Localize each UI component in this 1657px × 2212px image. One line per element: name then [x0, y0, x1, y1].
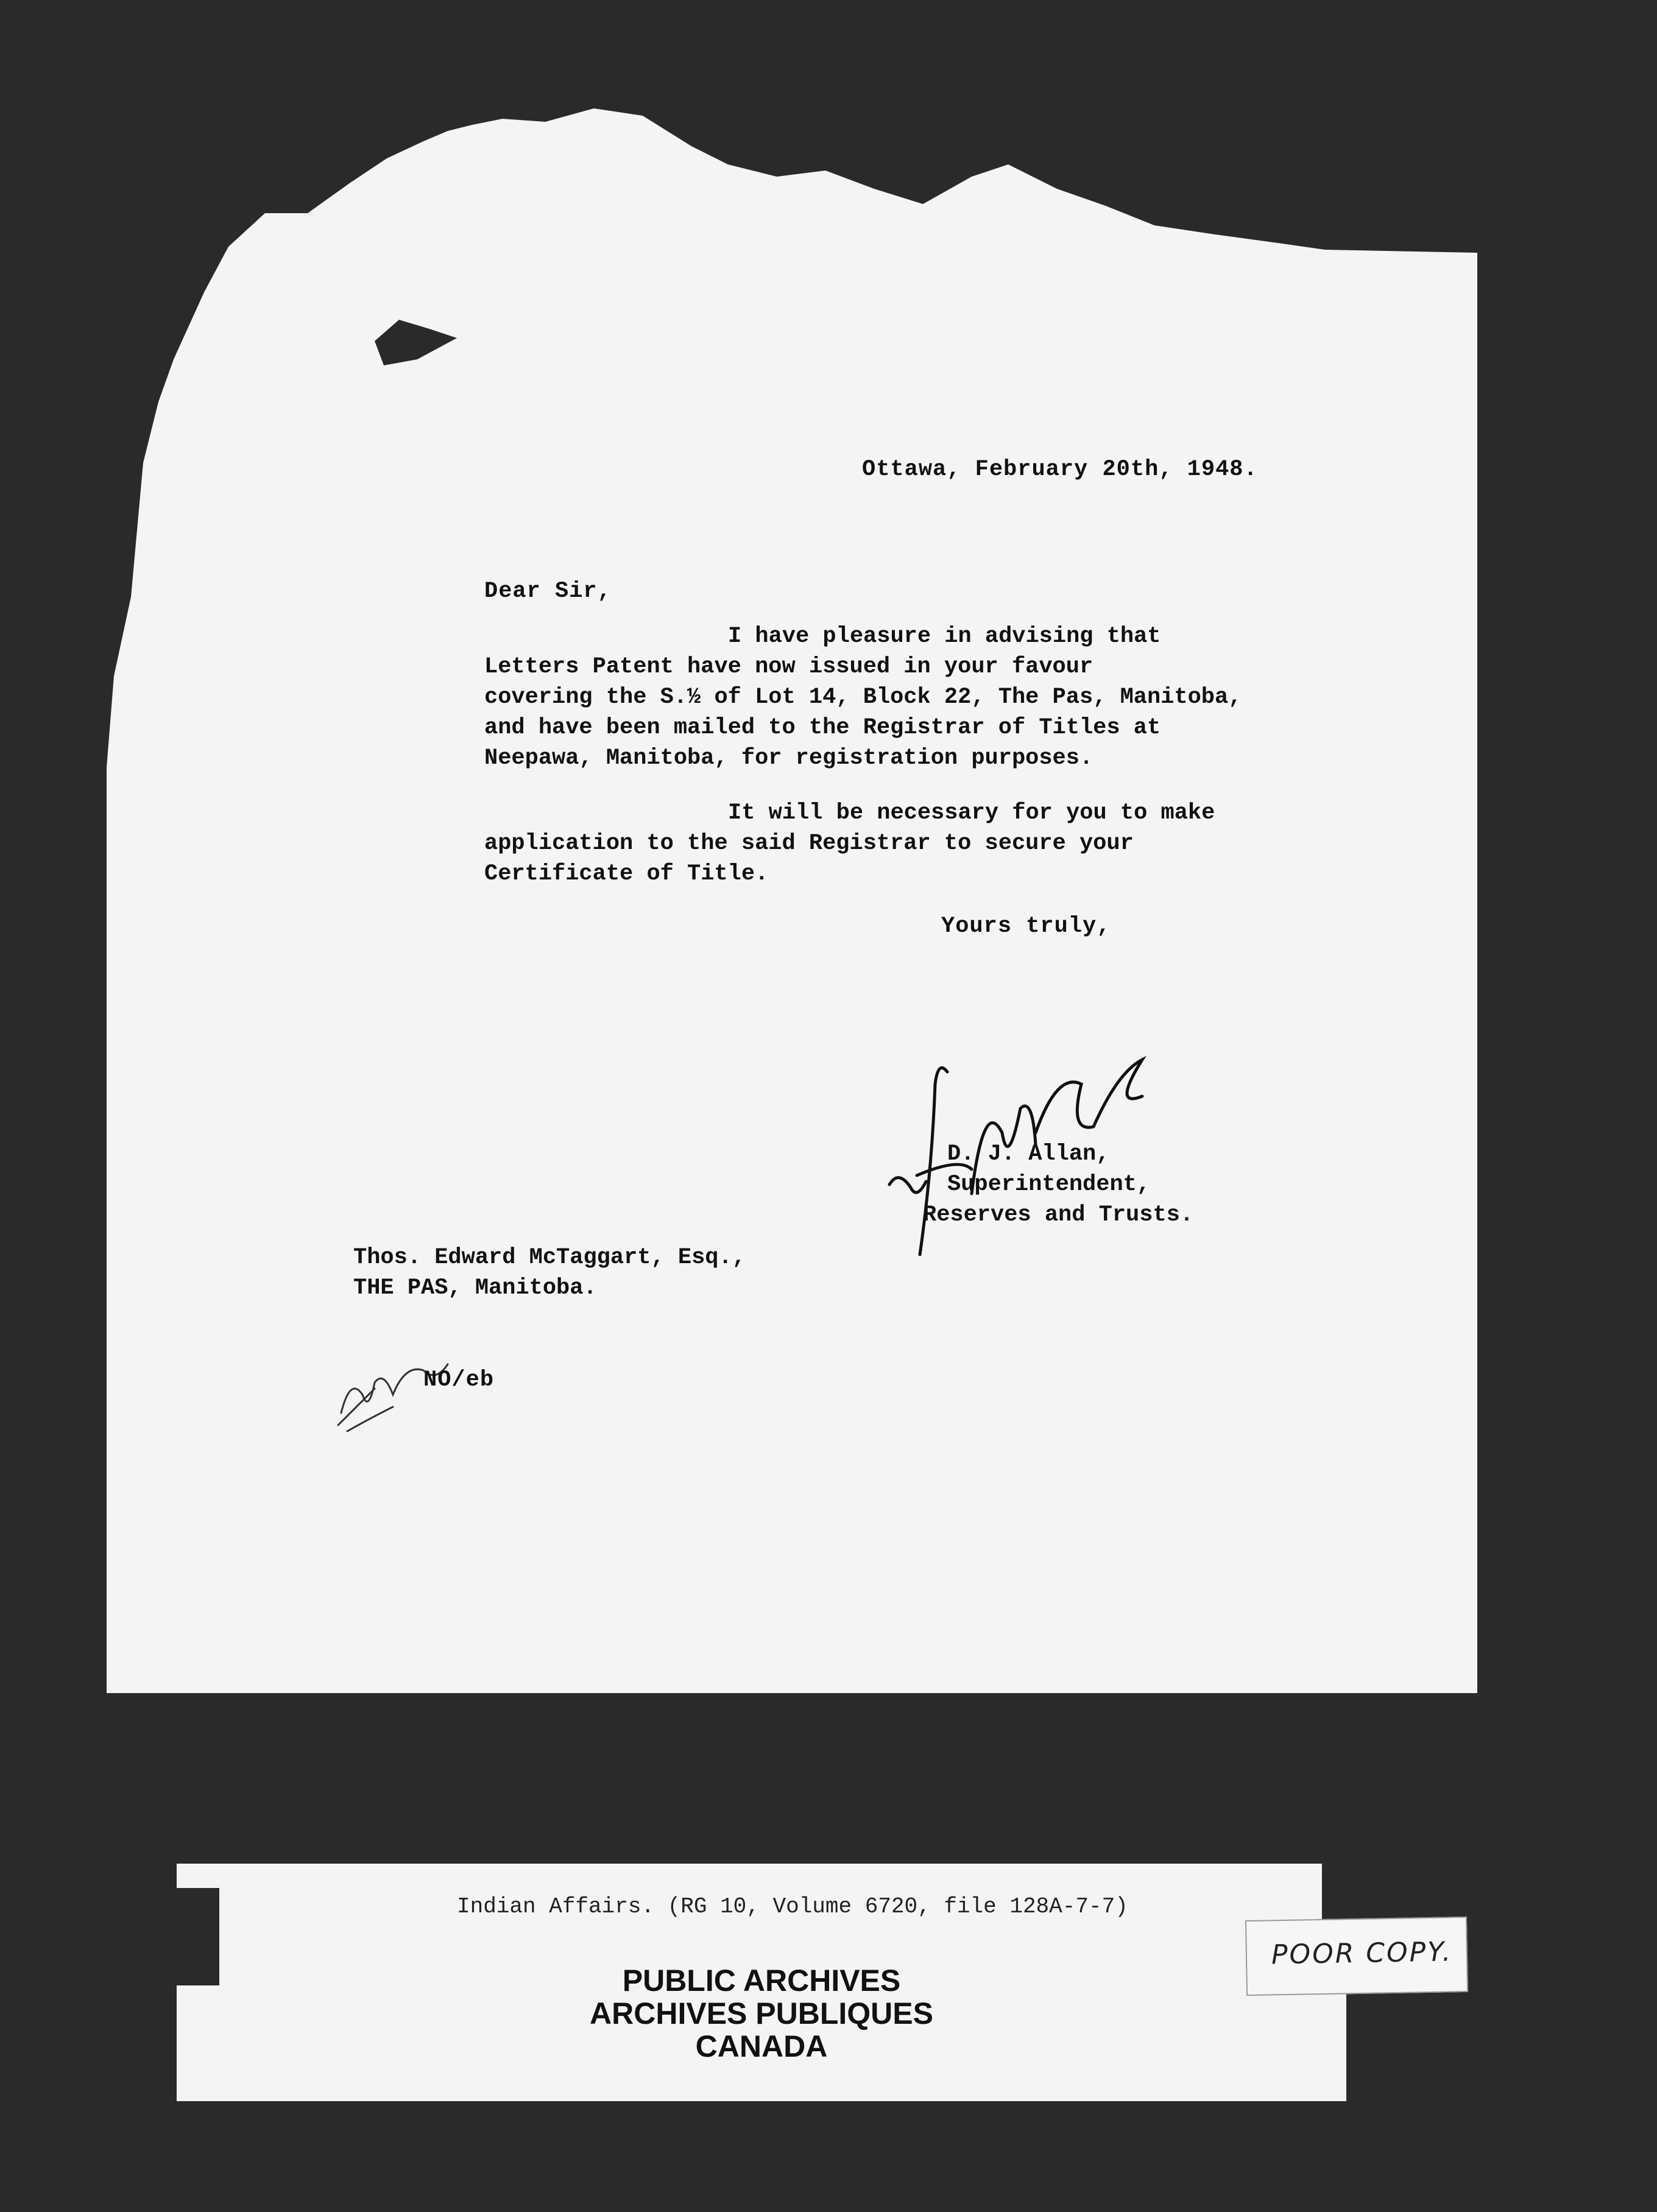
- signature-block: [923, 1139, 1193, 1230]
- paragraph-2-line: Certificate of Title.: [484, 861, 769, 887]
- signatory-division: Reserves and Trusts.: [923, 1202, 1194, 1228]
- paragraph-1-line: Neepawa, Manitoba, for registration purposes.: [484, 745, 1093, 771]
- paragraph-2-line: It will be necessary for you to make: [728, 800, 1215, 826]
- torn-paper-shape: [107, 97, 1477, 1693]
- addressee-name: Thos. Edward McTaggart, Esq.,: [353, 1245, 746, 1270]
- archive-line-1: PUBLIC ARCHIVES: [622, 1964, 901, 1998]
- poor-copy-tag: [1245, 1917, 1468, 1996]
- archive-line-2: ARCHIVES PUBLIQUES: [590, 1996, 933, 2031]
- paragraph-1-line: I have pleasure in advising that: [728, 624, 1161, 649]
- poor-copy-text: POOR COPY.: [1271, 1936, 1453, 1971]
- signatory-name: D. J. Allan,: [947, 1141, 1110, 1167]
- letter-sheet: [107, 97, 1477, 1693]
- archive-reference: Indian Affairs. (RG 10, Volume 6720, file 128A-7-7): [457, 1894, 1128, 1919]
- dateline: Ottawa, February 20th, 1948.: [862, 457, 1258, 482]
- addressee-place: THE PAS, Manitoba.: [353, 1275, 597, 1301]
- paragraph-1-line: and have been mailed to the Registrar of Titles at: [484, 715, 1161, 741]
- addressee: [353, 1242, 746, 1303]
- archive-line-3: CANADA: [695, 2029, 828, 2063]
- reference-initials: NO/eb: [423, 1367, 495, 1393]
- paragraph-1-line: Letters Patent have now issued in your favour: [484, 654, 1093, 680]
- paragraph-1-line: covering the S.½ of Lot 14, Block 22, The Pas, Manitoba,: [484, 685, 1242, 710]
- paragraph-2-line: application to the said Registrar to secure your: [484, 831, 1134, 856]
- closing: Yours truly,: [941, 914, 1111, 939]
- archive-label: [177, 1864, 1346, 2101]
- paragraph-1: [484, 621, 1242, 773]
- paragraph-2: [484, 798, 1215, 889]
- signatory-title: Superintendent,: [947, 1172, 1151, 1197]
- salutation: Dear Sir,: [484, 579, 612, 604]
